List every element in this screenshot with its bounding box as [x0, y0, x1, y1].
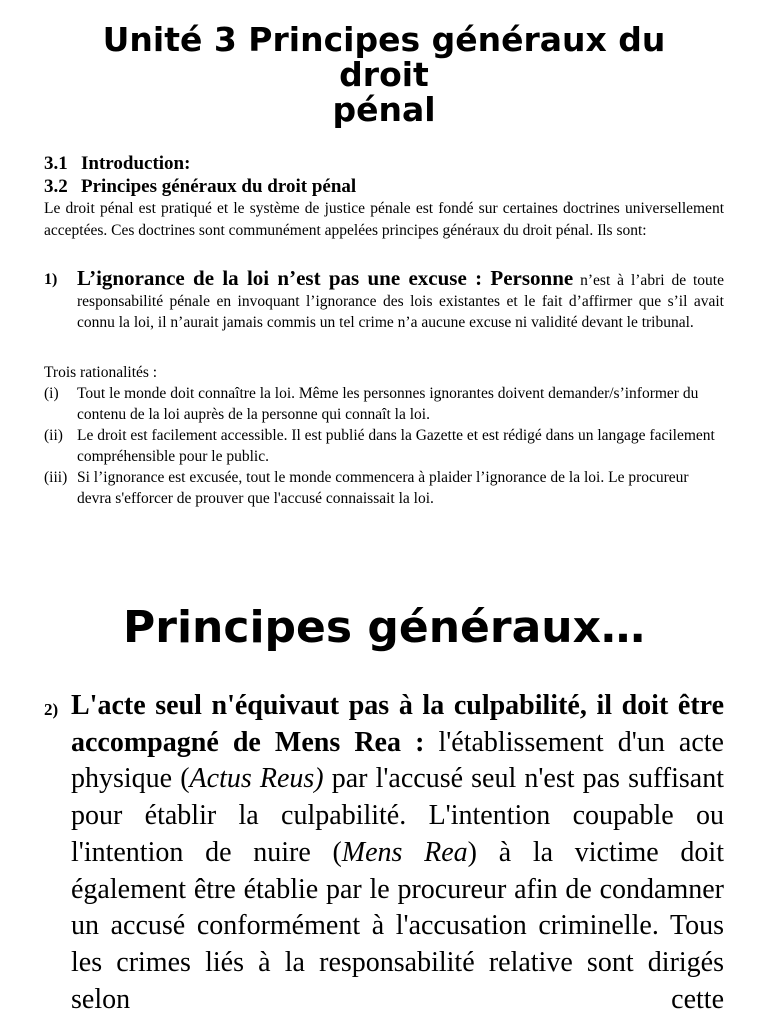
list-item-number: (i) [44, 385, 59, 402]
list-item [44, 383, 724, 425]
principle-2 [44, 688, 724, 1018]
section-number: 3.2 [44, 176, 68, 197]
section-heading-3-2 [44, 176, 356, 198]
principle-2-term-actus-reus: Actus Reus) [189, 763, 324, 795]
section-number: 3.1 [44, 153, 68, 174]
principle-2-text: ) à la victime doit également être établie par le procureur afin de condamner un accusé conformément à l'accusation criminelle. Tous les crimes liés à la responsabilité relative sont dirigés selon cette [71, 836, 724, 1015]
principle-1 [44, 268, 724, 333]
list-item [44, 425, 724, 467]
intro-paragraph: Le droit pénal est pratiqué et le système de justice pénale est fondé sur certaines doctrines universellement acceptées. Ces doctrines sont communément appelées principes généraux du droit pénal. Ils sont: [44, 200, 724, 239]
principle-2-body [71, 688, 724, 1018]
rationales-heading: Trois rationalités : [44, 364, 158, 381]
page-title [60, 22, 708, 127]
list-item-text: Si l’ignorance est excusée, tout le monde commencera à plaider l’ignorance de la loi. Le procureur devra s'efforcer de prouver que l'accusé connaissait la loi. [77, 469, 689, 507]
principle-2-term-mens-rea: Mens Rea [341, 836, 468, 868]
rationales-list [44, 362, 724, 509]
principle-2-text: l'établissement d'un acte physique ( [71, 726, 724, 795]
title-line: Unité 3 Principes généraux du [102, 20, 666, 59]
principle-1-body [77, 268, 724, 333]
list-marker: 2) [44, 700, 59, 719]
principle-2-text: par l'accusé seul n'est pas suffisant pour établir la culpabilité. L'intention coupable ou l'intention de nuire ( [71, 763, 724, 868]
principle-1-text: n’est à l’abri de toute responsabilité pénale en invoquant l’ignorance des lois existantes et le fait d’affirmer que s’il avait connu la loi, il n’aurait jamais commis un tel crime n’a aucune excuse ni validité devant le tribunal. [77, 272, 724, 331]
list-item-number: (iii) [44, 469, 68, 486]
list-item-text: Le droit est facilement accessible. Il est publié dans la Gazette et est rédigé dans un langage facilement compréhensible pour le public. [77, 427, 715, 465]
list-marker: 1) [44, 271, 58, 288]
list-item-text: Tout le monde doit connaître la loi. Même les personnes ignorantes doivent demander/s’informer du contenu de la loi auprès de la personne qui connaît la loi. [77, 385, 699, 423]
principle-1-lead: L’ignorance de la loi n’est pas une excuse : Personne [77, 266, 574, 290]
slide-title: Principes généraux… [123, 602, 645, 653]
section-heading-3-1 [44, 153, 190, 175]
list-item [44, 467, 724, 509]
title-line: pénal [332, 90, 436, 129]
principle-2-lead: L'acte seul n'équivaut pas à la culpabilité, il doit être accompagné de Mens Rea : [71, 690, 724, 758]
list-item-number: (ii) [44, 427, 63, 444]
section-heading-text: Principes généraux du droit pénal [81, 176, 357, 197]
title-line: droit [339, 55, 429, 94]
section-heading-text: Introduction: [81, 153, 191, 174]
